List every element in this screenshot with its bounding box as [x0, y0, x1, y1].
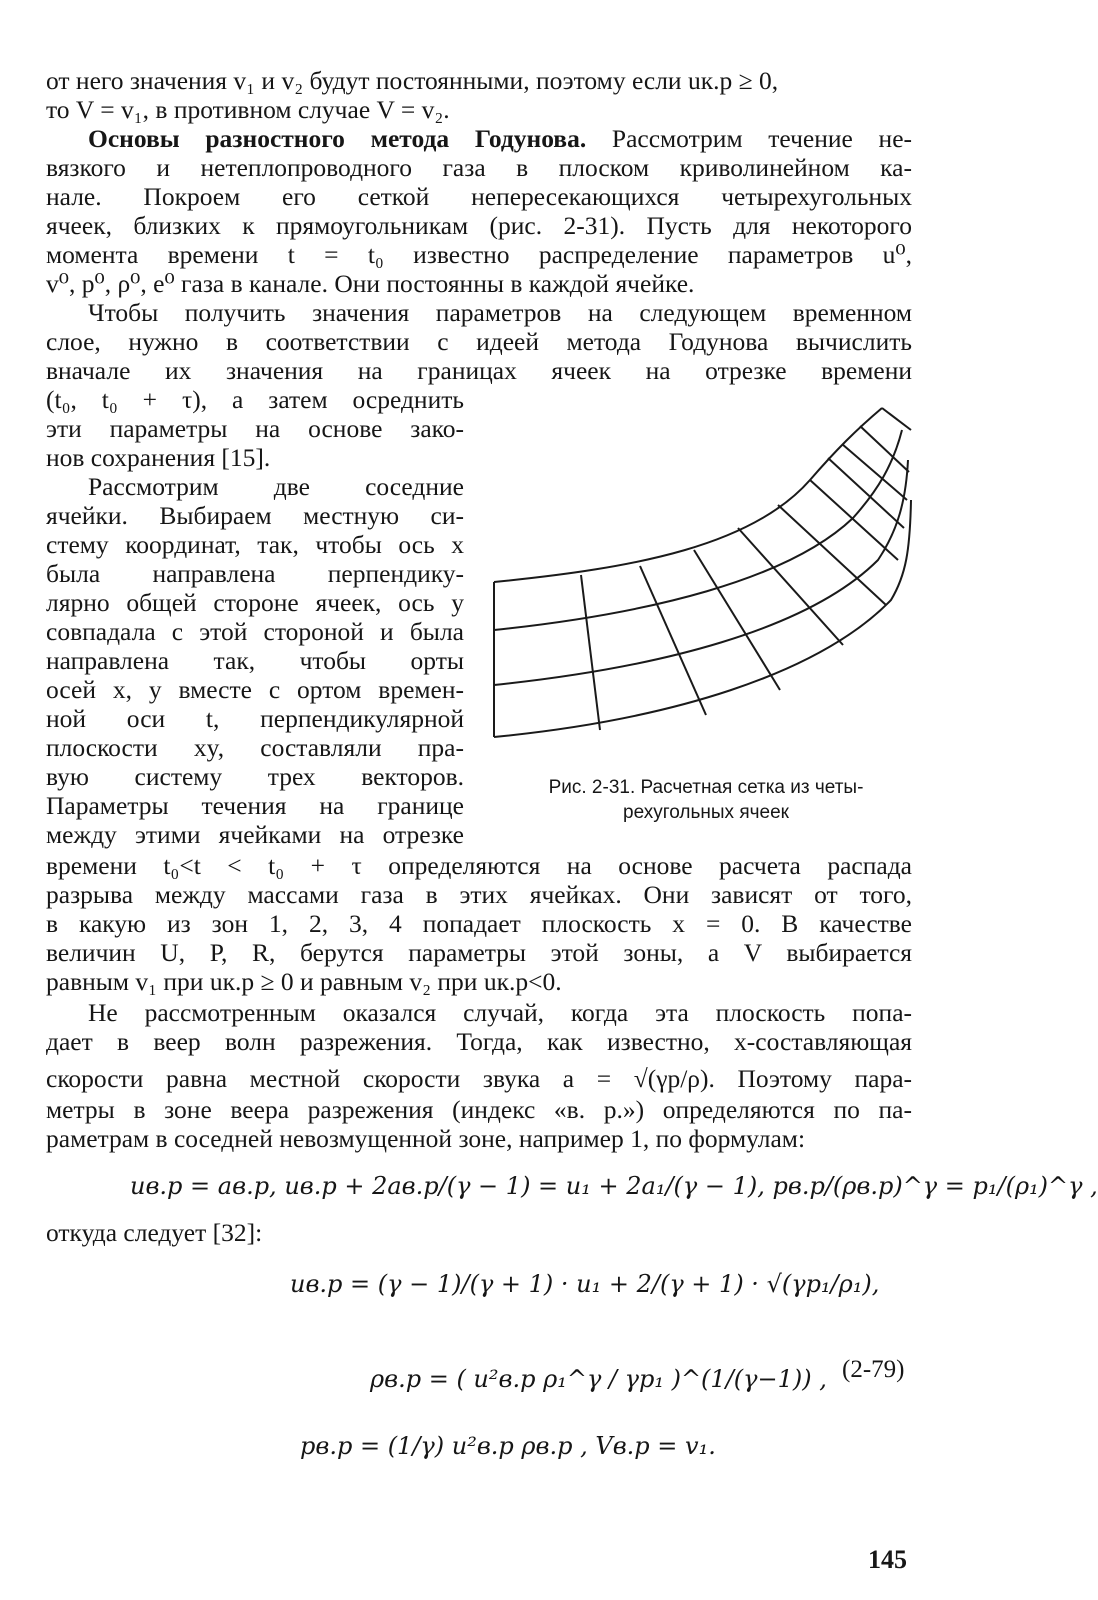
grid-line	[581, 575, 600, 730]
text-line: Не рассмотренным оказался случай, когда эта плоскость попа-	[88, 998, 912, 1027]
text-line: в какую из зон 1, 2, 3, 4 попадает плоскость x = 0. В качестве	[46, 909, 912, 938]
text-line: разрыва между массами газа в этих ячейках. Они зависят от того,	[46, 880, 912, 909]
text-line: момента времени t = t₀ известно распределение параметров u⁰,	[46, 240, 912, 269]
text-line: v⁰, p⁰, ρ⁰, e⁰ газа в канале. Они постоянны в каждой ячейке.	[46, 269, 695, 298]
text-line: направлена так, чтобы орты	[46, 646, 464, 675]
figure-caption-line: Рис. 2-31. Расчетная сетка из четы-	[548, 777, 864, 798]
figure-caption-line: рехугольных ячеек	[623, 802, 789, 823]
text-line: осей x, y вместе с ортом времен-	[46, 675, 464, 704]
grid-line	[882, 408, 911, 430]
grid-line	[494, 500, 911, 737]
text-line: Параметры течения на границе	[46, 791, 464, 820]
equation-line: uв.р = aв.р, uв.р + 2aв.р/(γ − 1) = u₁ + 2a₁/(γ − 1), pв.р/(ρв.р)^γ = p₁/(ρ₁)^γ ,	[130, 1172, 1098, 1200]
text-line: совпадала с этой стороной и была	[46, 617, 464, 646]
equation-number: (2-79)	[842, 1356, 905, 1383]
text-line: Рассмотрим две соседние	[88, 472, 464, 501]
equation-line: ρв.р = ( u²в.р ρ₁^γ / γp₁ )^(1/(γ−1)) ,	[370, 1365, 827, 1393]
text-line: вязкого и нетеплопроводного газа в плоском криволинейном ка-	[46, 153, 912, 182]
text-line: лярно общей стороне ячеек, ось y	[46, 588, 464, 617]
equation-line: uв.р = (γ − 1)/(γ + 1) · u₁ + 2/(γ + 1) · √(γp₁/ρ₁),	[290, 1270, 880, 1298]
text-line: величин U, P, R, берутся параметры этой зоны, а V выбирается	[46, 938, 912, 967]
text-line: скорости равна местной скорости звука a = √(γp/ρ). Поэтому пара-	[46, 1064, 912, 1093]
text-line: от него значения v₁ и v₂ будут постоянными, поэтому если uк.р ≥ 0,	[46, 66, 779, 95]
grid-line	[640, 566, 706, 715]
text-line: ячейки. Выбираем местную си-	[46, 501, 464, 530]
text-line: слое, нужно в соответствии с идеей метода Годунова вычислить	[46, 327, 912, 356]
text-line: нале. Покроем его сеткой непересекающихся четырехугольных	[46, 182, 912, 211]
grid-line	[738, 528, 843, 645]
text-line: дает в веер волн разрежения. Тогда, как известно, x-составляющая	[46, 1027, 912, 1056]
equation-line: pв.р = (1/γ) u²в.р ρв.р , Vв.р = v₁.	[300, 1432, 716, 1460]
section-heading: Основы разностного метода Годунова.	[88, 124, 587, 153]
text-line: вую систему трех векторов.	[46, 762, 464, 791]
text-line: между этими ячейками на отрезке	[46, 820, 464, 849]
grid-line	[828, 458, 904, 528]
text-line: ной оси t, перпендикулярной	[46, 704, 464, 733]
text-line: стему координат, так, чтобы ось x	[46, 530, 464, 559]
grid-line	[494, 430, 902, 630]
text-line: нов сохранения [15].	[46, 443, 271, 472]
text-line: была направлена перпендику-	[46, 559, 464, 588]
grid-line	[494, 408, 882, 582]
grid-line	[494, 460, 908, 685]
computational-grid-figure	[488, 400, 918, 750]
text-line: равным v₁ при uк.р ≥ 0 и равным v₂ при uк.р<0.	[46, 967, 562, 996]
text-line: откуда следует [32]:	[46, 1218, 263, 1247]
text-line: Чтобы получить значения параметров на следующем временном	[88, 298, 912, 327]
page-number: 145	[868, 1545, 907, 1574]
text-line: метры в зоне веера разрежения (индекс «в. р.») определяются по па-	[46, 1095, 912, 1124]
section-paragraph-start: Основы разностного метода Годунова. Рассмотрим течение не-	[88, 124, 913, 153]
text-line: (t₀, t₀ + τ), а затем осреднить	[46, 385, 464, 414]
text-line: то V = v₁, в противном случае V = v₂.	[46, 95, 450, 124]
text-line: ячеек, близких к прямоугольникам (рис. 2-31). Пусть для некоторого	[46, 211, 912, 240]
text-line: эти параметры на основе зако-	[46, 414, 464, 443]
text-line: времени t₀<t < t₀ + τ определяются на основе расчета распада	[46, 851, 912, 880]
text-line: вначале их значения на границах ячеек на отрезке времени	[46, 356, 912, 385]
text-line: раметрам в соседней невозмущенной зоне, например 1, по формулам:	[46, 1124, 806, 1153]
text-line: плоскости xy, составляли пра-	[46, 733, 464, 762]
